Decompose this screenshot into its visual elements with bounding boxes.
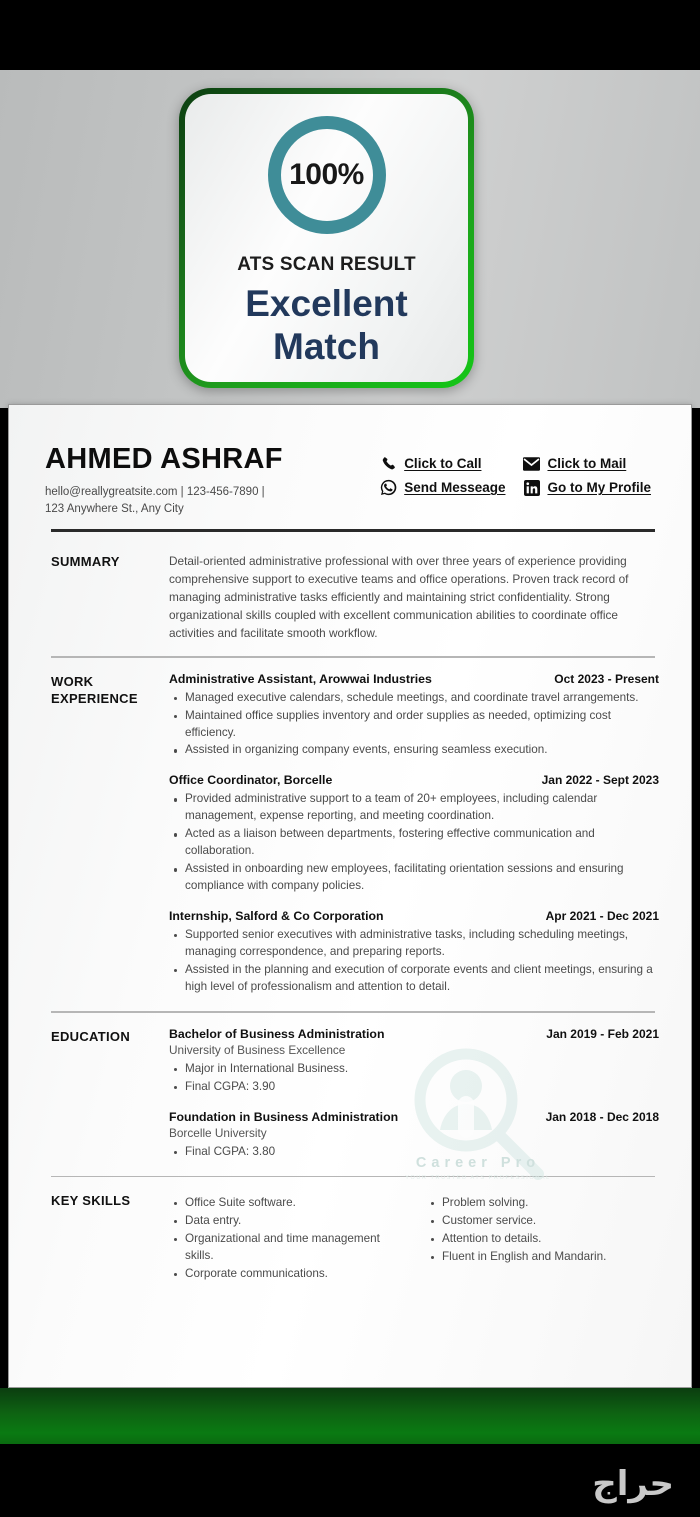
work-title-line1: WORK (51, 673, 94, 689)
key-skills-section-title: KEY SKILLS (51, 1193, 131, 1209)
work-experience-content (169, 672, 659, 998)
skill-item: Corporate communications. (169, 1266, 402, 1283)
education-content (169, 1027, 659, 1162)
skill-item: Problem solving. (426, 1195, 659, 1212)
name-block (45, 443, 283, 517)
skills-columns (169, 1191, 659, 1284)
skill-item: Fluent in English and Mandarin. (426, 1249, 659, 1266)
contact-line-1: hello@reallygreatsite.com | 123-456-7890 | (45, 486, 265, 498)
summary-section (45, 552, 659, 642)
header-divider (51, 529, 655, 532)
ats-score-ring (268, 116, 386, 234)
linkedin-profile-label: Go to My Profile (547, 480, 651, 495)
phone-icon (380, 455, 397, 472)
resume-header (45, 443, 659, 517)
ats-scan-result-card (179, 88, 474, 388)
work-title-line2: EXPERIENCE (51, 691, 138, 707)
job-header (169, 773, 659, 787)
skills-column-left (169, 1191, 402, 1284)
job-header (169, 909, 659, 923)
job-dates: Jan 2022 - Sept 2023 (541, 773, 659, 788)
click-to-mail-label: Click to Mail (547, 456, 627, 471)
work-divider (51, 1011, 655, 1013)
job-entry (169, 672, 659, 760)
education-header (169, 1027, 659, 1041)
job-bullets (169, 690, 659, 760)
education-school: University of Business Excellence (169, 1042, 346, 1057)
job-bullet: Assisted in organizing company events, ensuring seamless execution. (169, 742, 659, 759)
key-skills-content (169, 1191, 659, 1284)
job-bullet: Assisted in onboarding new employees, facilitating orientation sessions and ensuring compliance with company policies. (169, 861, 659, 895)
job-dates: Oct 2023 - Present (554, 671, 659, 686)
education-section-title: EDUCATION (51, 1028, 131, 1044)
click-to-mail-link[interactable] (523, 455, 651, 472)
job-bullet: Provided administrative support to a team of 20+ employees, including calendar management, expense reporting, and meeting coordination. (169, 791, 659, 825)
job-bullet: Managed executive calendars, schedule meetings, and coordinate travel arrangements. (169, 690, 659, 707)
top-letterbox-bar (0, 0, 700, 70)
send-message-link[interactable] (380, 479, 505, 496)
mail-icon (523, 455, 540, 472)
education-section (45, 1027, 659, 1162)
skill-item: Attention to details. (426, 1231, 659, 1248)
education-degree: Bachelor of Business Administration (169, 1026, 385, 1041)
ats-score-percent: 100% (289, 158, 364, 191)
education-school: Borcelle University (169, 1125, 267, 1140)
job-bullet: Supported senior executives with administrative tasks, including scheduling meetings, managing correspondence, and preparing reports. (169, 927, 659, 961)
education-bullets (169, 1144, 659, 1161)
ats-verdict (245, 282, 407, 369)
summary-text: Detail-oriented administrative professional with over three years of experience providing comprehensive support to executive teams and office operations. Proven track record of managing administrative tasks efficiently and maintaining strict confidentiality. Strong organizational skills coupled with excellent communication abilities to coordinate office activities and facilitate smooth workflow. (169, 553, 629, 641)
linkedin-profile-link[interactable] (523, 479, 651, 496)
skill-item: Office Suite software. (169, 1195, 402, 1212)
green-footer-band (0, 1388, 700, 1444)
summary-divider (51, 656, 655, 658)
job-header (169, 672, 659, 686)
job-bullet: Maintained office supplies inventory and order supplies as needed, optimizing cost efficiency. (169, 708, 659, 742)
job-title: Administrative Assistant, Arowwai Industries (169, 671, 432, 686)
bottom-letterbox-bar (0, 1444, 700, 1517)
job-bullet: Acted as a liaison between departments, fostering effective communication and collaboration. (169, 826, 659, 860)
contact-details (45, 484, 283, 517)
education-entry (169, 1110, 659, 1161)
education-dates: Jan 2019 - Feb 2021 (546, 1026, 659, 1041)
skills-column-right (426, 1191, 659, 1284)
skill-item: Organizational and time management skills. (169, 1231, 402, 1265)
contact-line-2: 123 Anywhere St., Any City (45, 502, 184, 515)
education-header (169, 1110, 659, 1124)
job-bullets (169, 791, 659, 895)
skill-item: Customer service. (426, 1213, 659, 1230)
whatsapp-icon (380, 479, 397, 496)
work-experience-section (45, 672, 659, 998)
click-to-call-link[interactable] (380, 455, 505, 472)
education-bullet: Major in International Business. (169, 1061, 659, 1078)
summary-section-title: SUMMARY (51, 553, 120, 569)
job-title: Office Coordinator, Borcelle (169, 773, 333, 788)
watermark-brand: Career Pro (415, 1155, 541, 1171)
skills-list-right (426, 1195, 659, 1266)
skills-list-left (169, 1195, 402, 1283)
resume-body (9, 405, 691, 1284)
work-experience-section-title (51, 672, 169, 708)
watermark-tagline: YOUR TRUSTED ATS PROFESSIONAL (405, 1175, 551, 1181)
education-bullet: Final CGPA: 3.90 (169, 1079, 659, 1096)
education-bullet: Final CGPA: 3.80 (169, 1144, 659, 1161)
contact-links-grid (380, 443, 659, 496)
education-divider (51, 1176, 655, 1178)
job-entry (169, 773, 659, 895)
summary-content (169, 552, 659, 642)
linkedin-icon (523, 479, 540, 496)
job-bullets (169, 927, 659, 996)
ats-verdict-line1: Excellent (245, 283, 408, 324)
education-degree: Foundation in Business Administration (169, 1109, 399, 1124)
job-bullet: Assisted in the planning and execution of corporate events and client meetings, ensuring a high level of professionalism and attention to detail. (169, 962, 659, 996)
ats-scan-result-label: ATS SCAN RESULT (237, 254, 416, 275)
candidate-name: AHMED ASHRAF (45, 443, 283, 475)
key-skills-section (45, 1191, 659, 1284)
haraj-logo: حراج (592, 1464, 674, 1504)
send-message-label: Send Messeage (404, 480, 506, 495)
resume-page (8, 404, 692, 1388)
job-dates: Apr 2021 - Dec 2021 (545, 909, 659, 924)
job-title: Internship, Salford & Co Corporation (169, 909, 384, 924)
education-dates: Jan 2018 - Dec 2018 (545, 1109, 659, 1124)
education-bullets (169, 1061, 659, 1096)
skill-item: Data entry. (169, 1213, 402, 1230)
ats-verdict-line2: Match (273, 326, 380, 368)
job-entry (169, 909, 659, 996)
education-entry (169, 1027, 659, 1096)
click-to-call-label: Click to Call (404, 456, 482, 471)
ats-card-inner (185, 94, 468, 382)
